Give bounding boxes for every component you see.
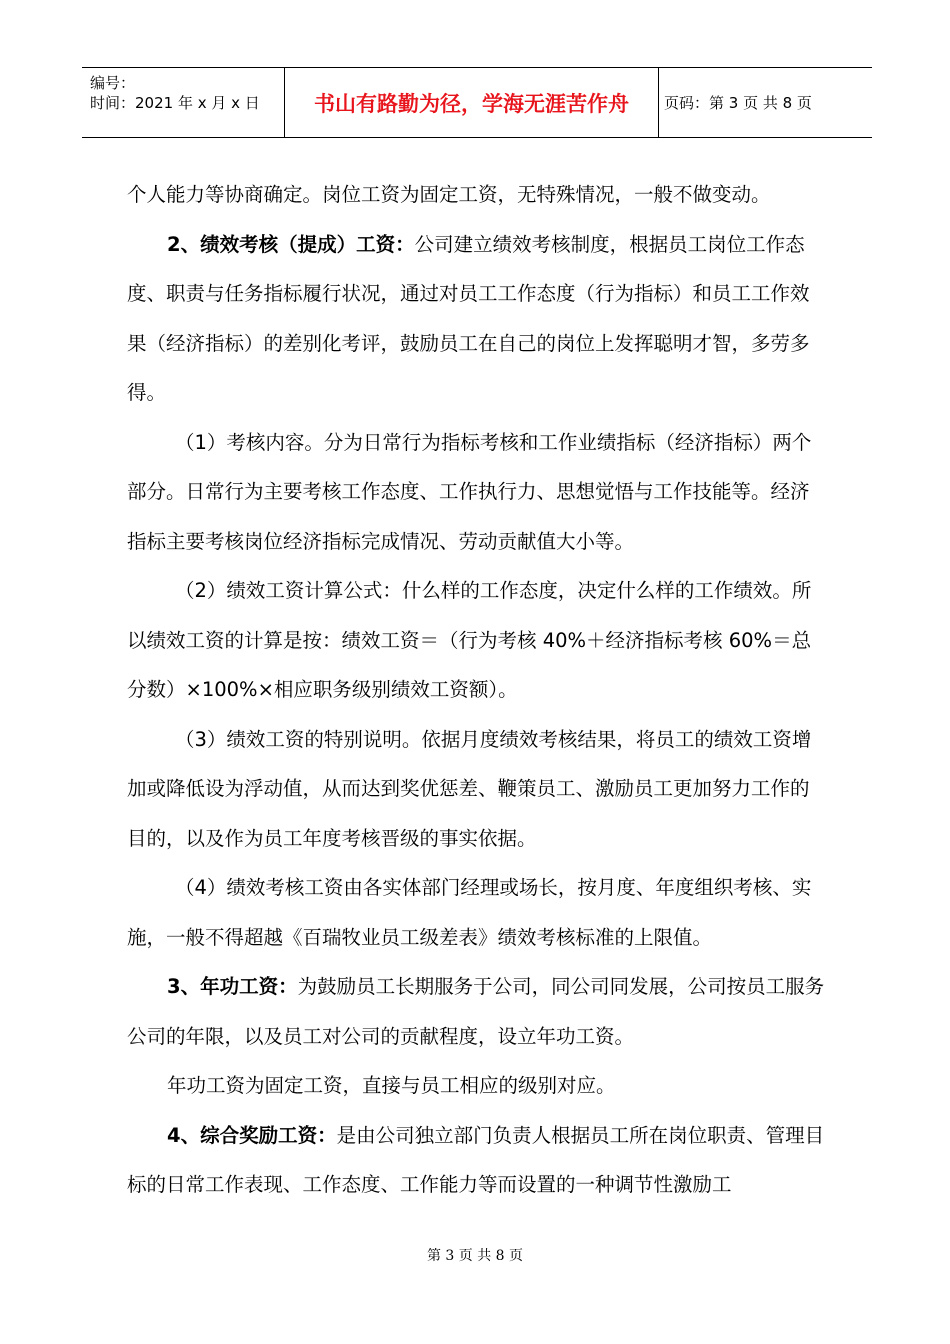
paragraph: 个人能力等协商确定。岗位工资为固定工资，无特殊情况，一般不做变动。 xyxy=(127,183,771,206)
paragraph: （3）绩效工资的特别说明。依据月度绩效考核结果，将员工的绩效工资增加或降低设为浮动值，从而达到奖优惩差、鞭策员工、激励员工更加努力工作的目的，以及作为员工年度考核晋级的事实依据。 xyxy=(127,727,812,850)
paragraph: （4）绩效考核工资由各实体部门经理或场长，按月度、年度组织考核、实施，一般不得超越《百瑞牧业员工级差表》绩效考核标准的上限值。 xyxy=(127,876,812,949)
section-heading: 4、综合奖励工资： xyxy=(167,1123,337,1147)
header-motto: 书山有路勤为径，学海无涯苦作舟 xyxy=(285,68,659,137)
paragraph: （1）考核内容。分为日常行为指标考核和工作业绩指标（经济指标）两个部分。日常行为主要考核工作态度、工作执行力、思想觉悟与工作技能等。经济指标主要考核岗位经济指标完成情况、劳动贡献值大小等。 xyxy=(127,430,812,553)
paragraph: 年功工资为固定工资，直接与员工相应的级别对应。 xyxy=(167,1074,616,1097)
header-page-label: 页码：第 3 页 共 8 页 xyxy=(664,94,812,112)
time-label: 时间：2021 年 x 月 x 日 xyxy=(90,94,260,112)
number-label: 编号： xyxy=(90,74,136,92)
paragraph-text: 为鼓励员工长期服务于公司，同公司同发展，公司按员工服务公司的年限，以及员工对公司的贡献程度，设立年功工资。 xyxy=(127,975,825,1048)
page-footer: 第 3 页 共 8 页 xyxy=(426,1248,524,1264)
paragraph xyxy=(127,962,827,1061)
header-meta xyxy=(82,68,285,137)
section-heading: 3、年功工资： xyxy=(167,975,298,998)
paragraph xyxy=(127,1111,827,1210)
paragraph-text: 公司建立绩效考核制度，根据员工岗位工作态度、职责与任务指标履行状况，通过对员工工作态度（行为指标）和员工工作效果（经济指标）的差别化考评，鼓励员工在自己的岗位上发挥聪明才智，多劳多得。 xyxy=(127,232,810,404)
paragraph-text: 是由公司独立部门负责人根据员工所在岗位职责、管理目标的日常工作表现、工作态度、工作能力等而设置的一种调节性激励工 xyxy=(127,1123,825,1196)
document-body xyxy=(127,170,827,1210)
paragraph xyxy=(127,220,827,418)
document-header xyxy=(82,67,872,138)
section-heading: 2、绩效考核（提成）工资： xyxy=(167,232,415,256)
paragraph: （2）绩效工资计算公式：什么样的工作态度，决定什么样的工作绩效。所以绩效工资的计算是按：绩效工资＝（行为考核 40%＋经济指标考核 60%＝总分数）×100%×相应职务级别绩效工资额）。 xyxy=(127,579,812,701)
